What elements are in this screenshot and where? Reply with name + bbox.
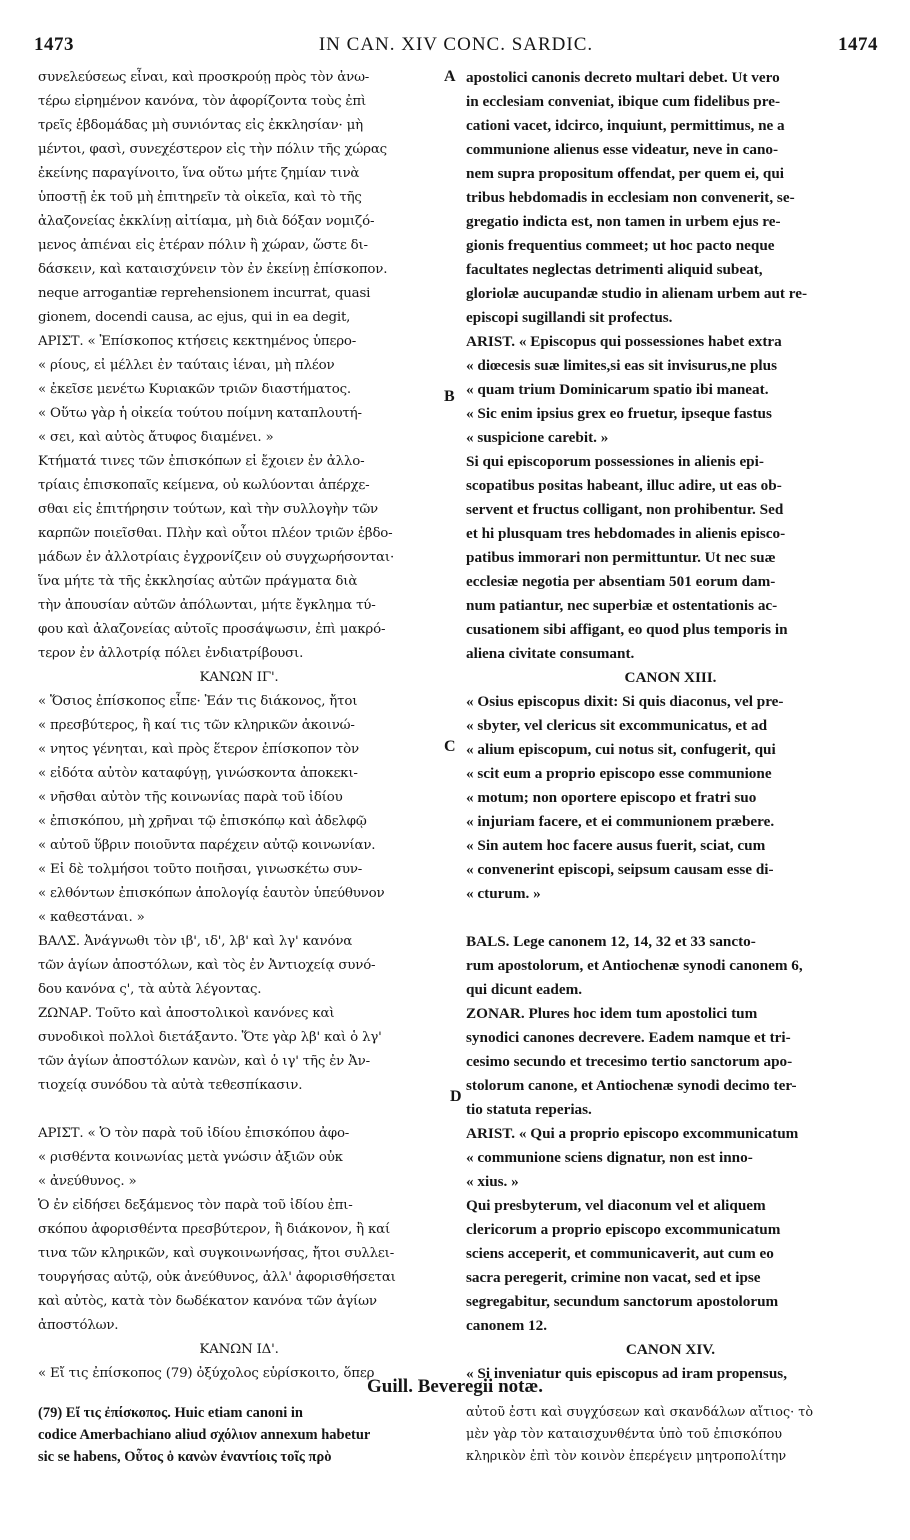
text-line: canonem 12. bbox=[466, 1317, 547, 1334]
text-line: « suspicione carebit. » bbox=[466, 429, 609, 446]
text-line: communione alienus esse videatur, neve in cano- bbox=[466, 141, 779, 158]
text-line: sic se habens, Οὗτος ὁ κανὼν ἐναντίοις τοῖς πρὸ bbox=[38, 1449, 332, 1465]
text-line: apostolici canonis decreto multari debet. Ut vero bbox=[466, 69, 780, 86]
text-line: καρπῶν ποιεῖσθαι. Πλὴν καὶ οὗτοι πλέον τριῶν ἑβδο- bbox=[38, 526, 393, 541]
text-line: τῶν ἁγίων ἀποστόλων, καὶ τὸς ἐν Ἀντιοχείᾳ συνό- bbox=[38, 958, 376, 973]
text-line: « Sic enim ipsius grex eo fruetur, ipseque fastus bbox=[466, 405, 772, 422]
text-line: ZONAR. Plures hoc idem tum apostolici tum bbox=[466, 1005, 758, 1022]
text-line: Si qui episcoporum possessiones in alienis epi- bbox=[466, 453, 764, 470]
text-line: « Οὕτω γὰρ ἡ οἰκεία τούτου ποίμνη καταπλουτή- bbox=[38, 406, 362, 421]
text-line: ΑΡΙΣΤ. « Ὁ τὸν παρὰ τοῦ ἰδίου ἐπισκόπου ἀφο- bbox=[38, 1126, 350, 1141]
text-line: σκόπου ἀφορισθέντα πρεσβύτερον, ἢ διάκονον, ἢ καί bbox=[38, 1222, 391, 1237]
left-page-number: 1473 bbox=[34, 34, 74, 55]
text-line: gionis frequentius commeet; ut hoc pacto neque bbox=[466, 237, 775, 254]
text-line: ἵνα μήτε τὰ τῆς ἐκκλησίας αὐτῶν πράγματα διὰ bbox=[38, 574, 358, 589]
text-line: codice Amerbachiano aliud σχόλιον annexum habetur bbox=[38, 1427, 371, 1443]
text-line: « ρίους, εἰ μέλλει ἐν ταύταις ἰέναι, μὴ πλέον bbox=[38, 358, 335, 373]
text-line: ΒΑΛΣ. Ἀνάγνωθι τὸν ιβ', ιδ', λβ' καὶ λγ' κανόνα bbox=[38, 934, 353, 949]
text-line: « quam trium Dominicarum spatio ibi maneat. bbox=[466, 381, 769, 398]
text-line: « Si inveniatur quis episcopus ad iram propensus, bbox=[466, 1365, 787, 1382]
text-line: « diœcesis suæ limites,si eas sit invisurus,ne plus bbox=[466, 357, 777, 374]
text-line: μάδων ἐν ἀλλοτρίαις ἐγχρονίζειν οὐ συγχωρήσονται· bbox=[38, 550, 395, 565]
text-line: « καθεστάναι. » bbox=[38, 910, 145, 925]
text-line: tribus hebdomadis in ecclesiam non convenerit, se- bbox=[466, 189, 795, 206]
text-line: « εἰδότα αὐτὸν καταφύγῃ, γινώσκοντα ἀποκεκι- bbox=[38, 766, 358, 781]
text-line: num patiantur, nec superbiæ et ostentationis ac- bbox=[466, 597, 778, 614]
text-line: αὐτοῦ ἐστι καὶ συγχύσεων καὶ σκανδάλων αἴτιος· τὸ bbox=[466, 1405, 814, 1420]
text-line: ὑποστῇ ἐκ τοῦ μὴ ἐπιτηρεῖν τὰ οἰκεῖα, καὶ τὸ τῆς bbox=[38, 190, 362, 205]
text-line: « alium episcopum, cui notus sit, confugerit, qui bbox=[466, 741, 776, 758]
text-line: ARIST. « Episcopus qui possessiones habet extra bbox=[466, 333, 782, 350]
text-line: aliena civitate consumant. bbox=[466, 645, 635, 662]
text-line: Ὁ ἐν εἰδήσει δεξάμενος τὸν παρὰ τοῦ ἰδίου ἐπι- bbox=[38, 1198, 353, 1213]
text-line: cusationem sibi affigant, eo quod plus temporis in bbox=[466, 621, 788, 638]
text-line: gionem, docendi causa, ac ejus, qui in ea degit, bbox=[38, 310, 351, 325]
text-line: τέρω εἰρημένον κανόνα, τὸν ἀφορίζοντα τοὺς ἐπὶ bbox=[38, 94, 367, 109]
text-line: sciens acceperit, et communicaverit, aut cum eo bbox=[466, 1245, 774, 1262]
text-line: μενος ἀπιέναι εἰς ἑτέραν πόλιν ἢ χώραν, ὥστε δι- bbox=[38, 238, 368, 253]
text-line: nem supra propositum offendat, per quem ei, qui bbox=[466, 165, 784, 182]
text-line: in ecclesiam conveniat, ibique cum fidelibus pre- bbox=[466, 93, 781, 110]
text-line: « ελθόντων ἐπισκόπων ἀπολογίᾳ ἑαυτὸν ὑπεύθυνον bbox=[38, 886, 385, 901]
text-line bbox=[38, 1098, 440, 1122]
text-line: « ρισθέντα κοινωνίας μετὰ γνώσιν ἀξιῶν οὐκ bbox=[38, 1150, 343, 1165]
text-line: synodici canones decrevere. Eadem namque et tri- bbox=[466, 1029, 791, 1046]
text-line: ΖΩΝΑΡ. Τοῦτο καὶ ἀποστολικοὶ κανόνες καὶ bbox=[38, 1006, 335, 1021]
text-line: « σει, καὶ αὐτὸς ἄτυφος διαμένει. » bbox=[38, 430, 274, 445]
text-line: « cturum. » bbox=[466, 885, 541, 902]
text-line: gloriolæ aucupandæ studio in alienam urbem aut re- bbox=[466, 285, 808, 302]
text-line: τιοχείᾳ συνόδου τὰ αὐτὰ τεθεσπίκασιν. bbox=[38, 1078, 303, 1093]
text-line: τρίαις ἐπισκοπαῖς κείμενα, οὐ κωλύονται ἀπέρχε- bbox=[38, 478, 370, 493]
text-line: φου καὶ ἀλαζονείας αὐτοῖς προσάψωσιν, ἐπὶ μακρό- bbox=[38, 622, 386, 637]
text-line: cationi vacet, idcirco, inquiunt, permittimus, ne a bbox=[466, 117, 785, 134]
text-line: « ἐπισκόπου, μὴ χρῆναι τῷ ἐπισκόπῳ καὶ ἀδελφῷ bbox=[38, 814, 367, 829]
text-line: κληρικὸν ἐπὶ τὸν κοινὸν ἐπερέγειν μητροπολίτην bbox=[466, 1449, 787, 1464]
text-line: (79) Εἴ τις ἐπίσκοπος. Huic etiam canoni in bbox=[38, 1405, 303, 1421]
text-line: « Εἰ δὲ τολμήσοι τοῦτο ποιῆσαι, γινωσκέτω συν- bbox=[38, 862, 363, 877]
text-line: ἀποστόλων. bbox=[38, 1318, 119, 1333]
greek-column bbox=[38, 66, 440, 1386]
text-line bbox=[466, 906, 875, 930]
text-line: « νῆσθαι αὐτὸν τῆς κοινωνίας παρὰ τοῦ ἰδίου bbox=[38, 790, 343, 805]
notes-right-column bbox=[466, 1402, 875, 1468]
text-line: σθαι εἰς ἐπιτήρησιν τούτων, καὶ τὴν συλλογὴν τῶν bbox=[38, 502, 378, 517]
right-page-number: 1474 bbox=[838, 34, 878, 55]
text-line: episcopi sugillandi sit profectus. bbox=[466, 309, 673, 326]
text-line: ΑΡΙΣΤ. « Ἐπίσκοπος κτήσεις κεκτημένος ὑπερο- bbox=[38, 334, 357, 349]
text-line: « communione sciens dignatur, non est inno- bbox=[466, 1149, 753, 1166]
text-line: ἀλαζονείας ἐκκλίνῃ αἰτίαμα, μὴ διὰ δόξαν νομιζό- bbox=[38, 214, 375, 229]
text-line: scopatibus positas habeant, illuc adire, ut eas ob- bbox=[466, 477, 782, 494]
text-line: ARIST. « Qui a proprio episcopo excommunicatum bbox=[466, 1125, 799, 1142]
margin-letter-c: C bbox=[444, 738, 456, 755]
text-line: stolorum canone, et Antiochenæ synodi decimo ter- bbox=[466, 1077, 797, 1094]
text-line: τουργήσας αὐτῷ, οὐκ ἀνεύθυνος, ἀλλ' ἀφορισθήσεται bbox=[38, 1270, 396, 1285]
margin-letter-d: D bbox=[450, 1088, 462, 1105]
text-line: rum apostolorum, et Antiochenæ synodi canonem 6, bbox=[466, 957, 803, 974]
text-line: « Εἴ τις ἐπίσκοπος (79) ὀξύχολος εὑρίσκοιτο, ὅπερ bbox=[38, 1366, 375, 1381]
text-line: ecclesiæ negotia per absentiam 501 eorum dam- bbox=[466, 573, 776, 590]
notes-title: Guill. Beveregii notæ. bbox=[367, 1376, 543, 1397]
text-line: « πρεσβύτερος, ἢ καί τις τῶν κληρικῶν ἀκοινώ- bbox=[38, 718, 355, 733]
text-line: CANON XIII. bbox=[624, 669, 717, 686]
text-line: τῶν ἁγίων ἀποστόλων κανὼν, καὶ ὁ ιγ' τῆς ἐν Ἀν- bbox=[38, 1054, 370, 1069]
text-line: cesimo secundo et trecesimo tertio sanctorum apo- bbox=[466, 1053, 793, 1070]
text-line: « motum; non oportere episcopo et fratri suo bbox=[466, 789, 757, 806]
text-line: facultates neglectas detrimenti aliquid subeat, bbox=[466, 261, 763, 278]
text-line: συνοδικοὶ πολλοὶ διετάξαντο. Ὅτε γὰρ λβ' καὶ ὁ λγ' bbox=[38, 1030, 382, 1045]
margin-letter-a: A bbox=[444, 68, 456, 85]
text-line: « νητος γένηται, καὶ πρὸς ἕτερον ἐπίσκοπον τὸν bbox=[38, 742, 359, 757]
text-line: ἐκείνης παραγίνοιτο, ἵνα οὕτω μήτε ζημίαν τινὰ bbox=[38, 166, 360, 181]
text-line: gregatio indicta est, non tamen in urbem ejus re- bbox=[466, 213, 781, 230]
text-line: τινα τῶν κληρικῶν, καὶ συγκοινωνήσας, ἤτοι συλλει- bbox=[38, 1246, 395, 1261]
text-line: ΚΑΝΩΝ ΙΓ'. bbox=[199, 670, 279, 685]
text-line: τρεῖς ἑβδομάδας μὴ συνιόντας εἰς ἐκκλησίαν· μὴ bbox=[38, 118, 363, 133]
text-line: tio statuta reperias. bbox=[466, 1101, 592, 1118]
text-line: patibus immorari non permittuntur. Ut nec suæ bbox=[466, 549, 776, 566]
text-line: « ἀνεύθυνος. » bbox=[38, 1174, 137, 1189]
text-line: sacra peregerit, crimine non vacat, sed et ipse bbox=[466, 1269, 761, 1286]
text-line: « injuriam facere, et ei communionem præbere. bbox=[466, 813, 775, 830]
text-line: δου κανόνα ς', τὰ αὐτὰ λέγοντας. bbox=[38, 982, 262, 997]
text-line: μὲν γὰρ τὸν καταισχυνθέντα ὑπὸ τοῦ ἐπισκόπου bbox=[466, 1427, 783, 1442]
text-line: et hi plusquam tres hebdomades in alienis episco- bbox=[466, 525, 786, 542]
text-line: « convenerint episcopi, seipsum causam esse di- bbox=[466, 861, 774, 878]
text-line: « sbyter, vel clericus sit excommunicatus, et ad bbox=[466, 717, 768, 734]
notes-left-column bbox=[38, 1402, 440, 1468]
text-line: CANON XIV. bbox=[625, 1341, 716, 1358]
text-line: τὴν ἀπουσίαν αὐτῶν ἀπόλωνται, μήτε ἔγκλημα τύ- bbox=[38, 598, 376, 613]
text-line: « Sin autem hoc facere ausus fuerit, sciat, cum bbox=[466, 837, 766, 854]
text-line: ΚΑΝΩΝ ΙΔ'. bbox=[199, 1342, 279, 1357]
text-line: συνελεύσεως εἶναι, καὶ προσκρούῃ πρὸς τὸν ἀνω- bbox=[38, 70, 370, 85]
text-line: δάσκειν, καὶ καταισχύνειν τὸν ἐν ἐκείνῃ ἐπίσκοπον. bbox=[38, 262, 388, 277]
running-title: IN CAN. XIV CONC. SARDIC. bbox=[318, 34, 594, 55]
text-line: Κτήματά τινες τῶν ἐπισκόπων εἰ ἔχοιεν ἐν ἀλλο- bbox=[38, 454, 365, 469]
text-line: « xius. » bbox=[466, 1173, 519, 1190]
page-header bbox=[34, 34, 878, 60]
text-line: μέντοι, φασὶ, συνεχέστερον εἰς τὴν πόλιν τῆς χώρας bbox=[38, 142, 387, 157]
text-line: BALS. Lege canonem 12, 14, 32 et 33 sancto- bbox=[466, 933, 756, 950]
text-line: clericorum a proprio episcopo excommunicatum bbox=[466, 1221, 781, 1238]
latin-column bbox=[466, 66, 875, 1386]
text-line: « Ὅσιος ἐπίσκοπος εἶπε· Ἐάν τις διάκονος, ἤτοι bbox=[38, 694, 358, 709]
text-line: qui dicunt eadem. bbox=[466, 981, 583, 998]
text-line: « Osius episcopus dixit: Si quis diaconus, vel pre- bbox=[466, 693, 784, 710]
text-line: segregabitur, secundum sanctorum apostolorum bbox=[466, 1293, 779, 1310]
margin-letter-b: B bbox=[444, 388, 455, 405]
text-line: καὶ αὐτὸς, κατὰ τὸν δωδέκατον κανόνα τῶν ἁγίων bbox=[38, 1294, 377, 1309]
text-line: τερον ἐν ἀλλοτρίᾳ πόλει ἐνδιατρίβουσι. bbox=[38, 646, 304, 661]
text-line: servent et fructus colligant, non prohibentur. Sed bbox=[466, 501, 784, 518]
text-line: neque arrogantiæ reprehensionem incurrat, quasi bbox=[38, 286, 371, 301]
text-line: « ἐκεῖσε μενέτω Κυριακῶν τριῶν διαστήματος. bbox=[38, 382, 351, 397]
text-line: Qui presbyterum, vel diaconum vel et aliquem bbox=[466, 1197, 766, 1214]
text-line: « αὐτοῦ ὕβριν ποιοῦντα παρέχειν αὐτῷ κοινωνίαν. bbox=[38, 838, 376, 853]
text-line: « scit eum a proprio episcopo esse communione bbox=[466, 765, 772, 782]
